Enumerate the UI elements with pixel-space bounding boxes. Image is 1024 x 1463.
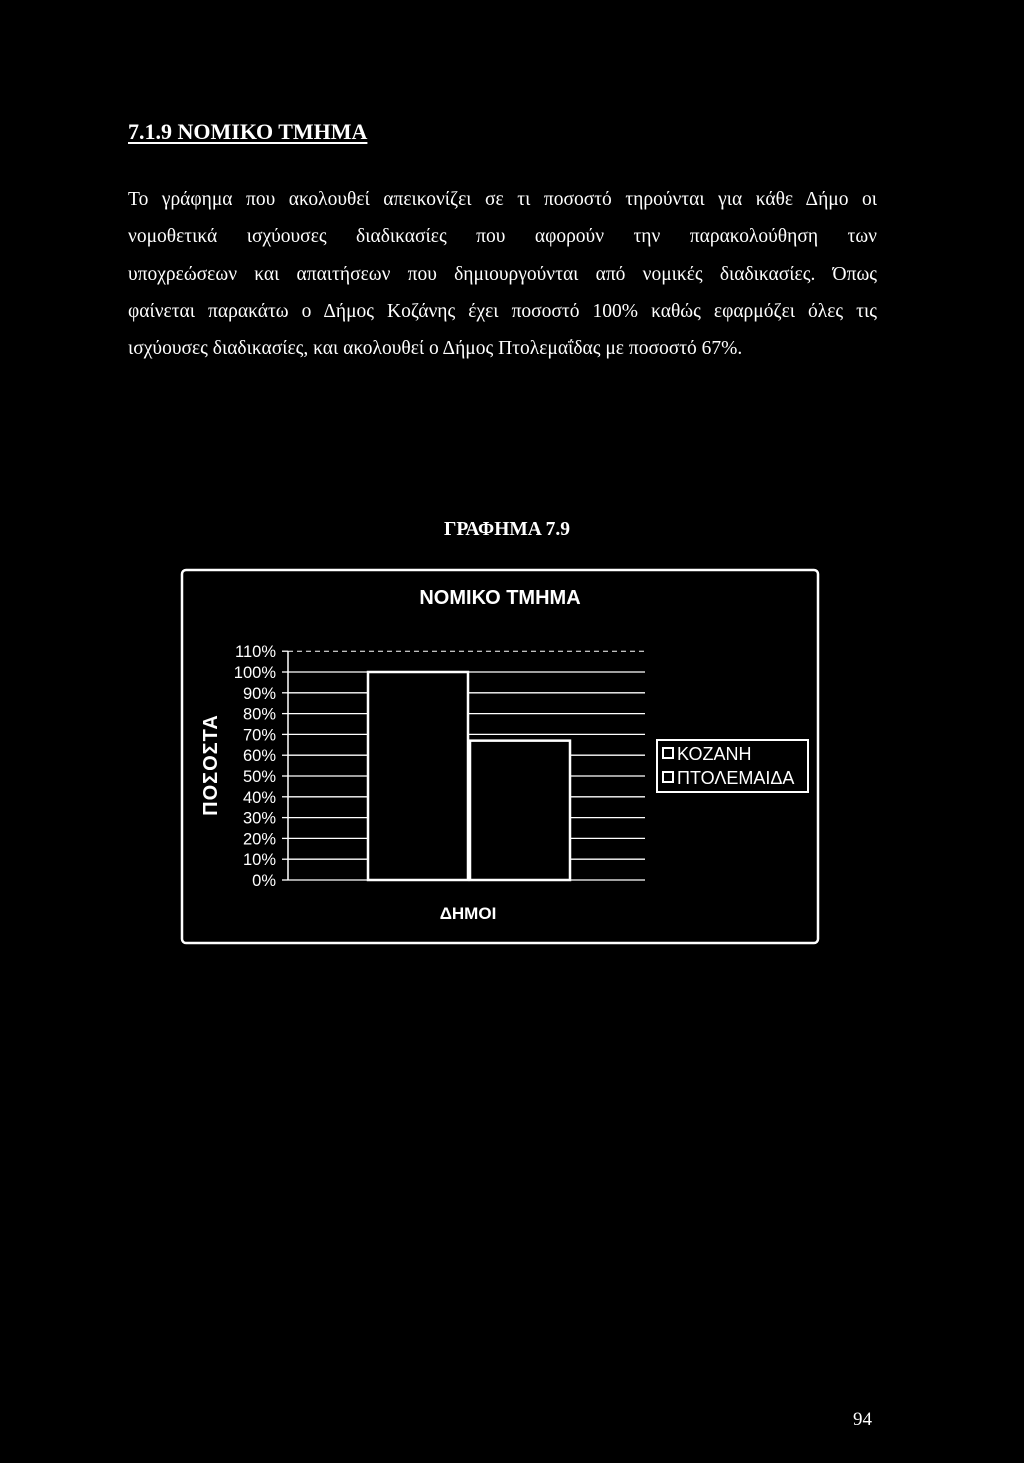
- bar-chart: [170, 560, 830, 955]
- page-number: 94: [853, 1409, 872, 1430]
- y-tick-label: 60%: [242, 747, 276, 766]
- bar-series-2: [470, 741, 570, 880]
- y-tick-label: 40%: [242, 788, 276, 807]
- x-axis-label: ΔΗΜΟΙ: [439, 904, 497, 923]
- y-tick-label: 50%: [242, 768, 276, 786]
- legend: [657, 740, 808, 792]
- paragraph-line: νομοθετικά ισχύουσες διαδικασίες που αφορούν την παρακολούθηση των: [128, 226, 877, 248]
- y-tick-label: 70%: [242, 726, 276, 745]
- body-paragraph: [128, 187, 877, 373]
- paragraph-line: υποχρεώσεων και απαιτήσεων που δημιουργούνται από νομικές διαδικασίες. Όπως: [128, 263, 877, 285]
- bars: [368, 672, 570, 880]
- figure-caption: ΓΡΑΦΗΜΑ 7.9: [443, 519, 571, 540]
- bar-series-1: [368, 672, 468, 880]
- y-tick-label: 10%: [242, 851, 276, 870]
- y-tick-label: 20%: [242, 830, 276, 849]
- legend-label: ΠΤΟΛΕΜΑΙΔΑ: [677, 768, 795, 788]
- paragraph-line: Το γράφημα που ακολουθεί απεικονίζει σε τι ποσοστό τηρούνται για κάθε Δήμο οι: [128, 189, 877, 210]
- chart-title: ΝΟΜΙΚΟ ΤΜΗΜΑ: [419, 587, 581, 609]
- y-tick-label: 110%: [235, 643, 276, 662]
- y-tick-label: 90%: [242, 684, 276, 703]
- paragraph-line: ισχύουσες διαδικασίες, και ακολουθεί ο Δήμος Πτολεμαΐδας με ποσοστό 67%.: [128, 338, 743, 359]
- y-tick-label: 80%: [242, 705, 276, 724]
- legend-label: ΚΟΖΑΝΗ: [677, 744, 752, 764]
- y-tick-label: 100%: [233, 664, 276, 682]
- y-tick-label: 30%: [242, 809, 276, 828]
- paragraph-line: φαίνεται παρακάτω ο Δήμος Κοζάνης έχει ποσοστό 100% καθώς εφαρμόζει όλες τις: [128, 300, 877, 322]
- y-tick-label: 0%: [252, 872, 276, 890]
- y-axis-label: ΠΟΣΟΣΤΑ: [200, 714, 222, 816]
- y-axis-ticks: [234, 643, 288, 890]
- section-heading: 7.1.9 ΝΟΜΙΚΟ ΤΜΗΜΑ: [128, 119, 368, 144]
